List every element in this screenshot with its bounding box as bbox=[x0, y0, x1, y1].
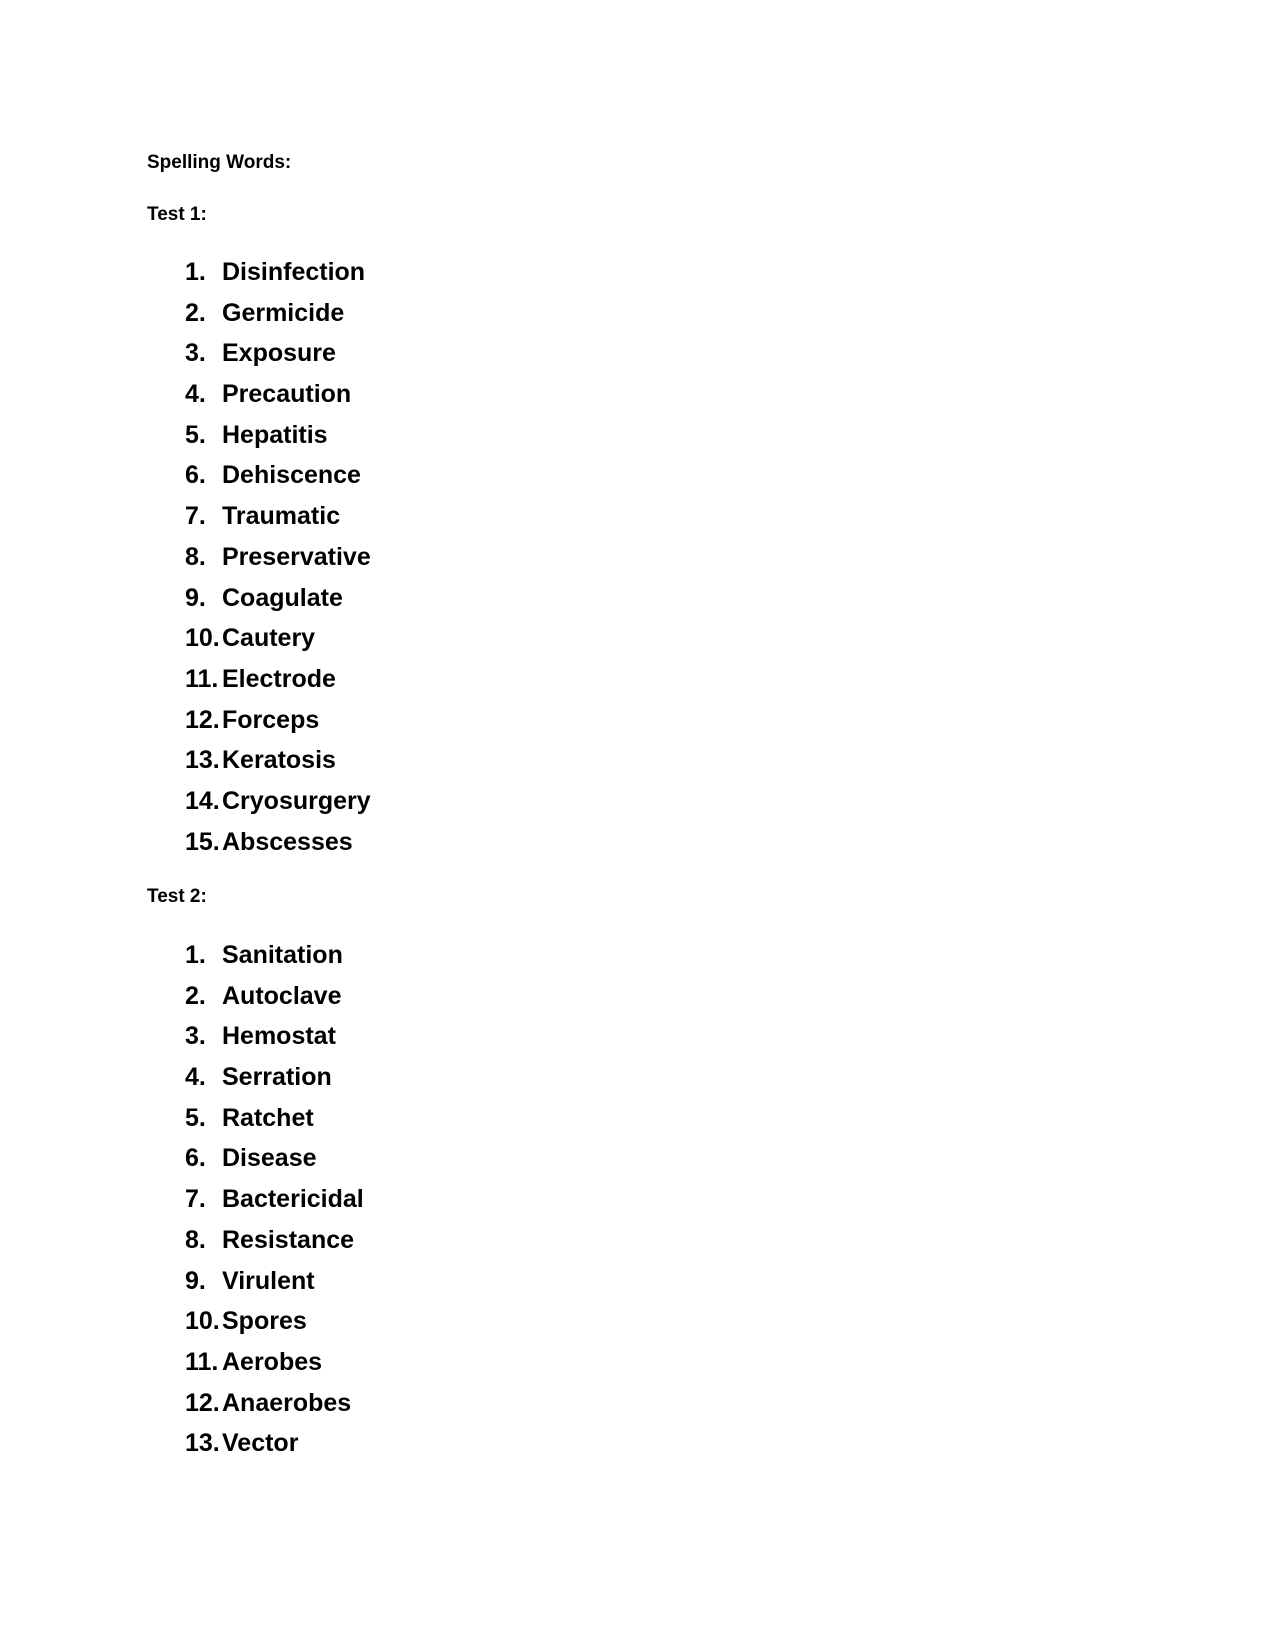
item-number: 10. bbox=[185, 624, 220, 653]
document-title: Spelling Words: bbox=[147, 152, 292, 173]
spelling-word: Coagulate bbox=[222, 583, 343, 612]
test-1-word-list bbox=[185, 252, 371, 862]
spelling-word: Virulent bbox=[222, 1266, 315, 1295]
list-item bbox=[185, 700, 371, 741]
item-number: 2. bbox=[185, 298, 206, 327]
list-item bbox=[185, 415, 371, 456]
spelling-word: Autoclave bbox=[222, 981, 342, 1010]
list-item bbox=[185, 659, 371, 700]
item-number: 9. bbox=[185, 1266, 206, 1295]
spelling-word: Aerobes bbox=[222, 1347, 323, 1376]
item-number: 5. bbox=[185, 1103, 206, 1132]
list-item bbox=[185, 1342, 364, 1383]
list-item bbox=[185, 374, 371, 415]
list-item bbox=[185, 935, 364, 976]
item-number: 13. bbox=[185, 746, 220, 775]
item-number: 7. bbox=[185, 1185, 206, 1214]
spelling-word: Disinfection bbox=[222, 258, 366, 286]
spelling-word: Hemostat bbox=[222, 1022, 336, 1051]
item-number: 8. bbox=[185, 542, 206, 571]
spelling-word: Dehiscence bbox=[222, 461, 361, 490]
list-item bbox=[185, 781, 371, 822]
list-item bbox=[185, 455, 371, 496]
spelling-word: Disease bbox=[222, 1144, 317, 1173]
item-number: 3. bbox=[185, 1022, 206, 1051]
item-number: 3. bbox=[185, 339, 206, 368]
list-item bbox=[185, 1220, 364, 1261]
list-item bbox=[185, 293, 371, 334]
list-item bbox=[185, 822, 371, 863]
spelling-word: Precaution bbox=[222, 380, 352, 409]
item-number: 15. bbox=[185, 827, 220, 856]
spelling-word: Bactericidal bbox=[222, 1185, 364, 1214]
spelling-word: Sanitation bbox=[222, 941, 343, 969]
test-1-heading: Test 1: bbox=[147, 204, 207, 225]
spelling-word: Forceps bbox=[222, 705, 320, 734]
list-item bbox=[185, 1261, 364, 1302]
spelling-word: Serration bbox=[222, 1063, 332, 1092]
item-number: 13. bbox=[185, 1429, 220, 1458]
list-item bbox=[185, 496, 371, 537]
item-number: 6. bbox=[185, 1144, 206, 1173]
list-item bbox=[185, 578, 371, 619]
item-number: 14. bbox=[185, 786, 220, 815]
item-number: 11. bbox=[185, 1347, 219, 1376]
list-item bbox=[185, 1138, 364, 1179]
item-number: 12. bbox=[185, 1388, 220, 1417]
item-number: 2. bbox=[185, 981, 206, 1010]
list-item bbox=[185, 1016, 364, 1057]
spelling-word: Vector bbox=[222, 1429, 299, 1458]
spelling-word: Abscesses bbox=[222, 827, 353, 856]
list-item bbox=[185, 252, 371, 293]
spelling-word: Electrode bbox=[222, 664, 336, 693]
item-number: 12. bbox=[185, 705, 220, 734]
spelling-word: Traumatic bbox=[222, 502, 341, 531]
item-number: 9. bbox=[185, 583, 206, 612]
item-number: 8. bbox=[185, 1225, 206, 1254]
list-item bbox=[185, 1057, 364, 1098]
item-number: 4. bbox=[185, 1063, 206, 1092]
spelling-word: Cryosurgery bbox=[222, 786, 371, 815]
item-number: 6. bbox=[185, 461, 206, 490]
item-number: 7. bbox=[185, 502, 206, 531]
list-item bbox=[185, 618, 371, 659]
item-number: 10. bbox=[185, 1307, 220, 1336]
spelling-word: Exposure bbox=[222, 339, 336, 368]
item-number: 1. bbox=[185, 258, 206, 286]
spelling-word: Spores bbox=[222, 1307, 307, 1336]
item-number: 11. bbox=[185, 664, 219, 693]
spelling-word: Keratosis bbox=[222, 746, 336, 775]
list-item bbox=[185, 1423, 364, 1464]
list-item bbox=[185, 1301, 364, 1342]
list-item bbox=[185, 537, 371, 578]
list-item bbox=[185, 740, 371, 781]
test-2-heading: Test 2: bbox=[147, 886, 207, 907]
item-number: 1. bbox=[185, 941, 206, 969]
spelling-word: Anaerobes bbox=[222, 1388, 352, 1417]
list-item bbox=[185, 1179, 364, 1220]
spelling-word: Resistance bbox=[222, 1225, 355, 1254]
test-2-word-list bbox=[185, 935, 364, 1464]
list-item bbox=[185, 1098, 364, 1139]
spelling-word: Germicide bbox=[222, 298, 345, 327]
spelling-word: Preservative bbox=[222, 542, 371, 571]
item-number: 5. bbox=[185, 420, 206, 449]
list-item bbox=[185, 333, 371, 374]
spelling-word: Cautery bbox=[222, 624, 316, 653]
item-number: 4. bbox=[185, 380, 206, 409]
spelling-word: Ratchet bbox=[222, 1103, 314, 1132]
list-item bbox=[185, 1383, 364, 1424]
spelling-word: Hepatitis bbox=[222, 420, 328, 449]
list-item bbox=[185, 976, 364, 1017]
